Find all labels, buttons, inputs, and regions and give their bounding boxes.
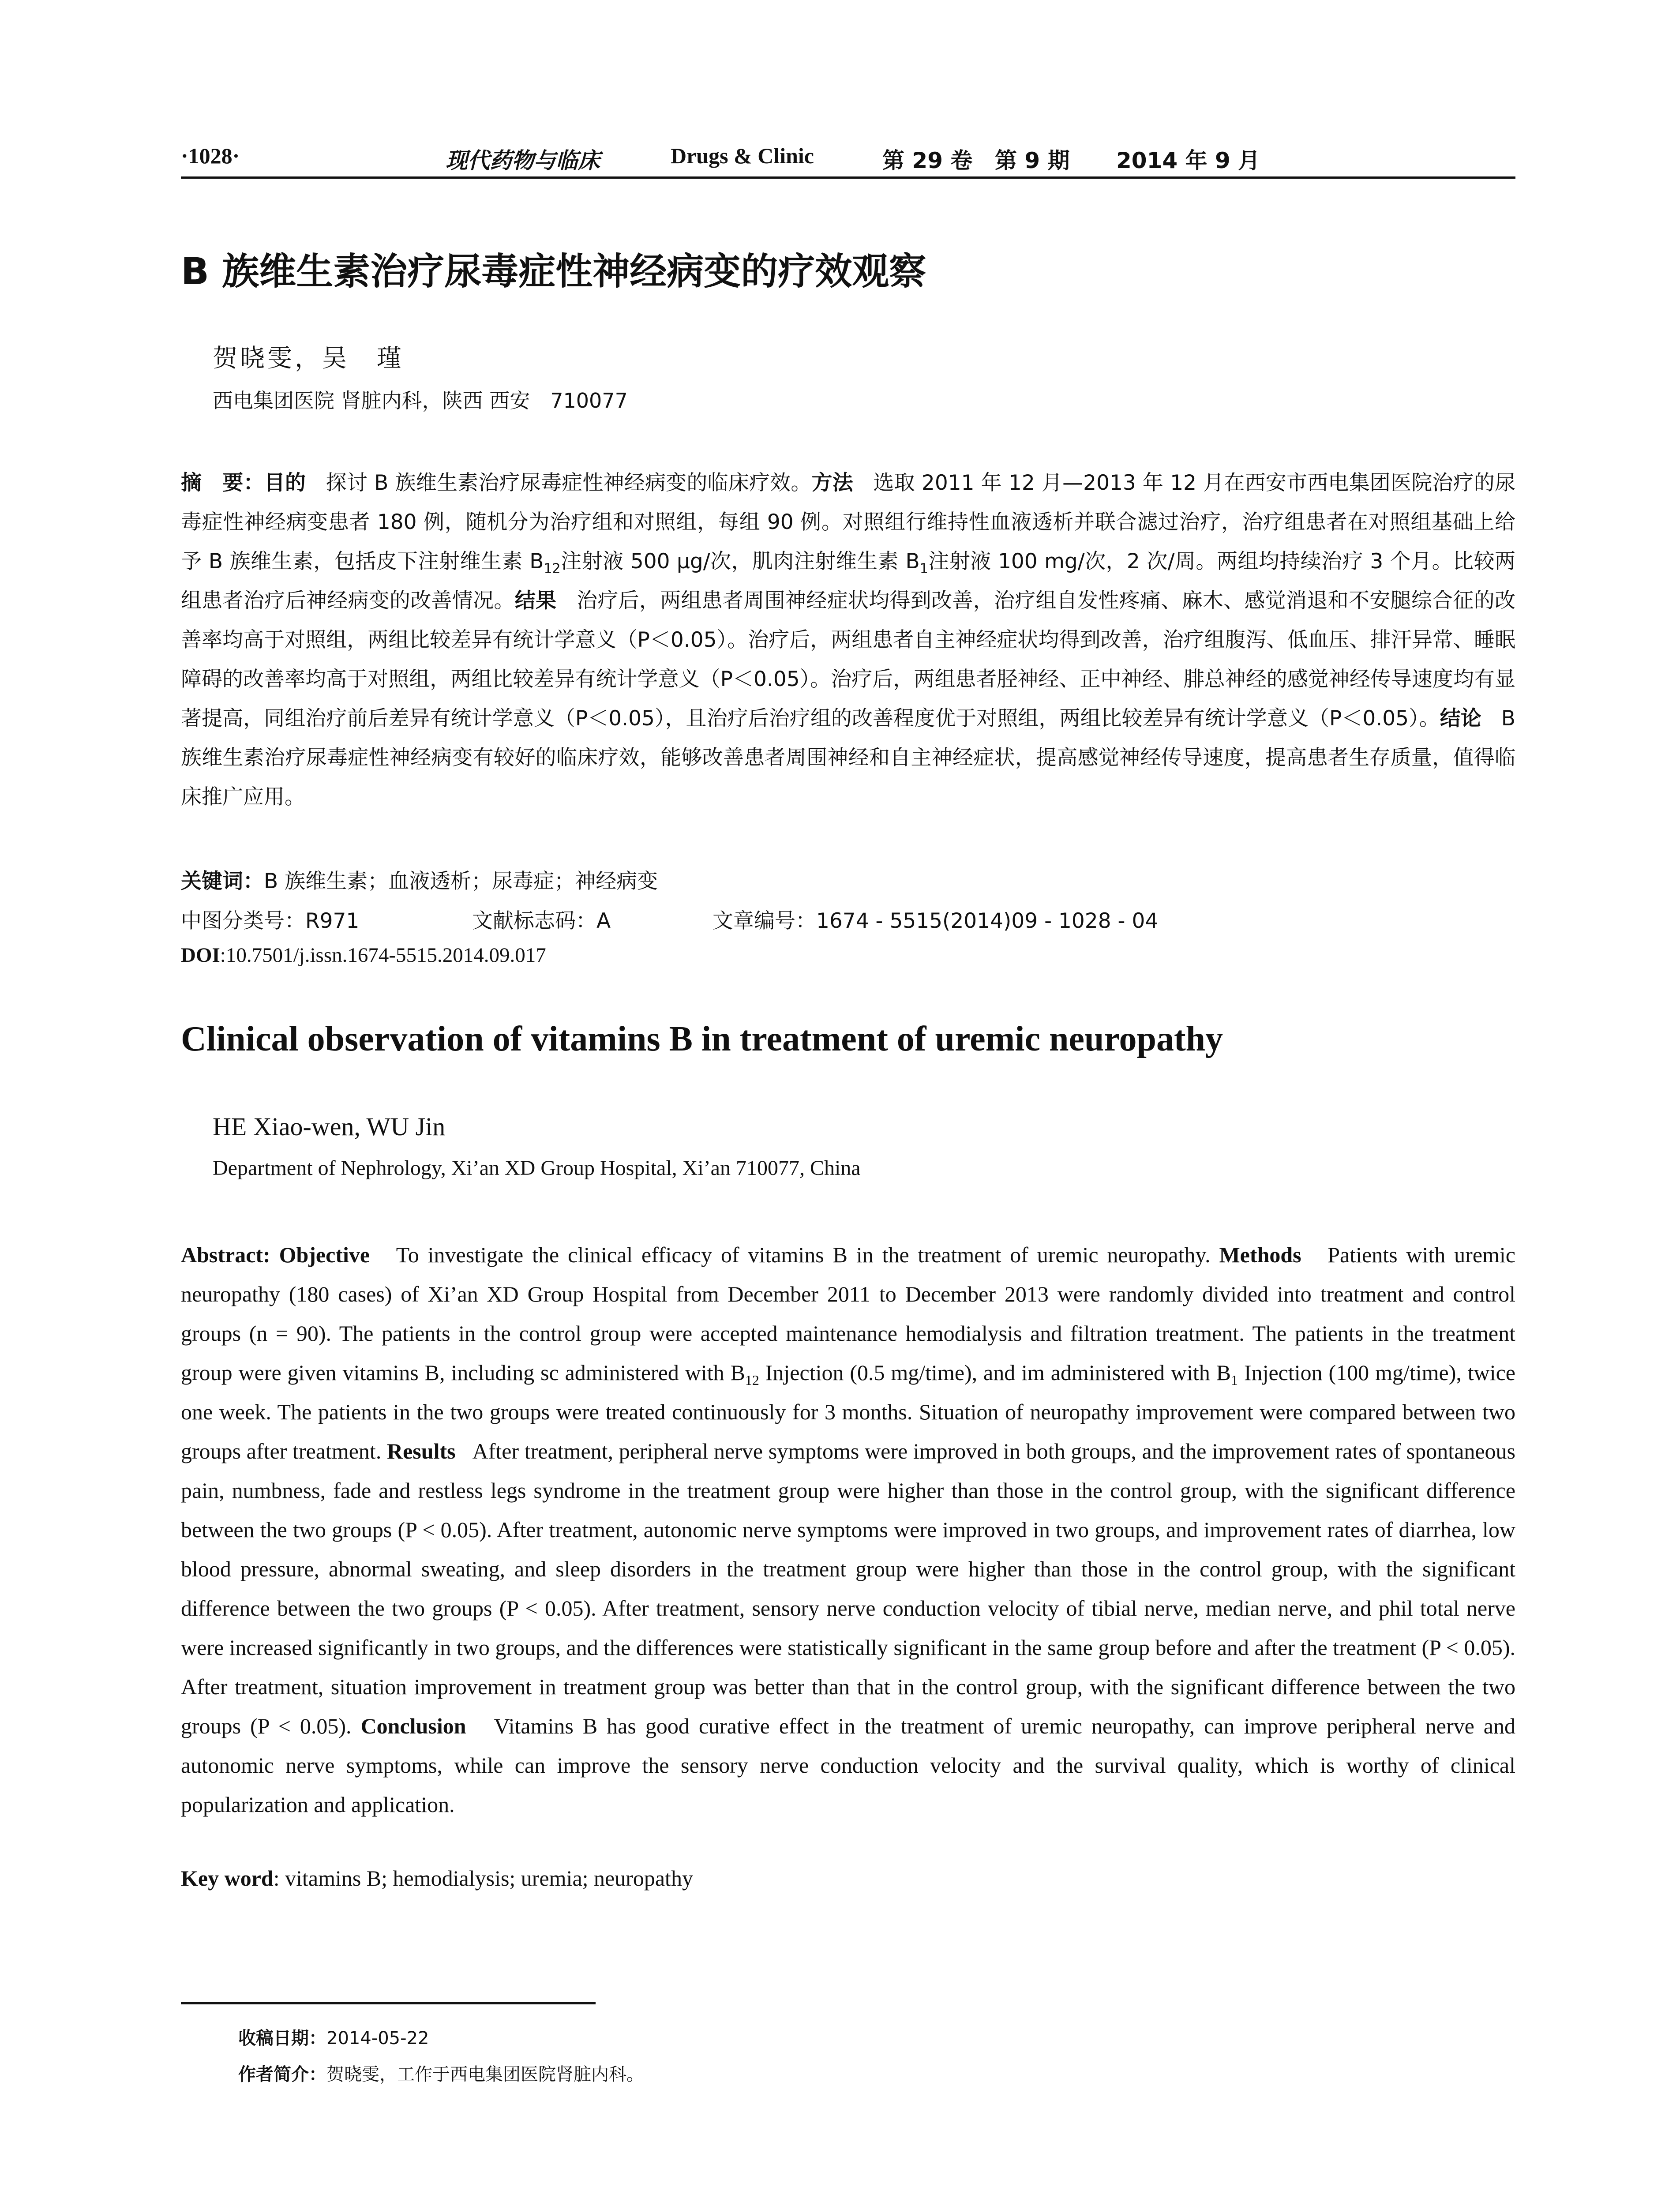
doi-link[interactable]: :10.7501/j.issn.1674-5515.2014.09.017 [220,944,546,967]
subscript: 12 [544,561,561,577]
authors-en: HE Xiao-wen, WU Jin [213,1112,446,1141]
keywords-cn [181,865,658,894]
journal-name-en: Drugs & Clinic [671,143,814,168]
article-number-label: 文章编号： [712,909,816,933]
volume: 第 29 卷 [882,148,973,173]
methods-text-en: Injection (0.5 mg/time), and im administered with B [759,1360,1231,1385]
keywords-cn-value: B 族维生素；血液透析；尿毒症；神经病变 [264,869,658,893]
methods-text-cn: 注射液 500 μg/次，肌肉注射维生素 B [560,549,920,574]
author-bio-label: 作者简介： [238,2064,326,2085]
conclusion-label-en: Conclusion [360,1714,466,1738]
objective-text-en: To investigate the clinical efficacy of vitamins B in the treatment of uremic neuropathy. [396,1242,1211,1267]
affiliation-en: Department of Nephrology, Xi’an XD Group Hospital, Xi’an 710077, China [213,1156,861,1180]
methods-label-en: Methods [1219,1242,1301,1267]
received-label: 收稿日期： [238,2028,326,2048]
affiliation-cn: 西电集团医院 肾脏内科，陕西 西安 710077 [213,389,628,413]
objective-label-cn: 目的 [264,471,306,495]
clc-number [181,904,359,934]
received-date [238,2024,429,2049]
methods-text-cn: 注射液 100 mg/次，2 次/周。两组均持续治疗 3 个月。比较两组患者治疗后神经病变的改善情况。 [181,549,1515,613]
methods-text-en: Patients with uremic neuropathy (180 cases) of Xi’an XD Group Hospital from December 2011 to December 2013 were randomly divided into treatment and control groups (n = 90). The patients in the control group were accepted maintenance hemodialysis and filtration treatment. The patients in the treatment group were given vitamins B, including sc administered with B [181,1242,1515,1385]
results-label-en: Results [387,1439,456,1463]
doi-label: DOI [181,944,220,967]
clc-label: 中图分类号： [181,909,305,933]
methods-text-cn: 选取 2011 年 12 月—2013 年 12 月在西安市西电集团医院治疗的尿毒症性神经病变患者 180 例，随机分为治疗组和对照组，每组 90 例。对照组行维持性血液透析并联合滤过治疗，治疗组患者在对照组基础上给予 B 族维生素，包括皮下注射维生素 B [181,471,1516,574]
objective-text-cn: 探讨 B 族维生素治疗尿毒症性神经病变的临床疗效。 [326,471,812,495]
running-header [181,140,1515,176]
subscript: 1 [919,561,928,577]
methods-text-en: Injection (100 mg/time), twice one week. The patients in the two groups were treated continuously for 3 months. Situation of neuropathy improvement were compared between two groups after treatment. [181,1360,1515,1463]
keywords-en [181,1865,693,1891]
abstract-cn-label: 摘 要： [181,471,264,495]
article-number-value: 1674 - 5515(2014)09 - 1028 - 04 [816,909,1159,933]
results-text-en: After treatment, peripheral nerve symptoms were improved in both groups, and the improvement rates of spontaneous pain, numbness, fade and restless legs syndrome in the treatment group were higher than those in the control group, with the significant difference between the two groups (P < 0.05). After treatment, autonomic nerve symptoms were improved in two groups, and improvement rates of diarrhea, low blood pressure, abnormal sweating, and sleep disorders in the treatment group were higher than those in the control group, with the significant difference between the two groups (P < 0.05). After treatment, sensory nerve conduction velocity of tibial nerve, median nerve, and phil total nerve were increased significantly in two groups, and the differences were statistically significant in the same group before and after the treatment (P < 0.05). After treatment, situation improvement in treatment group was better than that in the control group, with the significant difference between the two groups (P < 0.05). [181,1439,1516,1738]
abstract-en [181,1235,1515,1824]
document-code [472,904,611,934]
doc-code-value: A [596,909,611,933]
author-bio-value: 贺晓雯，工作于西电集团医院肾脏内科。 [326,2064,644,2085]
keywords-en-label: Key word [181,1866,274,1891]
subscript: 12 [745,1372,759,1388]
title-en: Clinical observation of vitamins B in treatment of uremic neuropathy [181,1020,1223,1058]
authors-cn: 贺晓雯，吴 瑾 [213,344,404,373]
journal-name-cn: 现代药物与临床 [446,148,600,173]
title-cn: B 族维生素治疗尿毒症性神经病变的疗效观察 [181,250,926,293]
article-number [712,904,1158,934]
results-label-cn: 结果 [514,589,557,613]
header-rule [181,176,1515,179]
keywords-cn-label: 关键词： [181,869,264,893]
doi [181,943,546,967]
conclusion-text-cn: B 族维生素治疗尿毒症性神经病变有较好的临床疗效，能够改善患者周围神经和自主神经症状，提高感觉神经传导速度，提高患者生存质量，值得临床推广应用。 [181,706,1516,809]
author-bio [238,2060,644,2086]
issue: 第 9 期 [995,148,1070,173]
abstract-cn [181,463,1515,817]
conclusion-text-en: Vitamins B has good curative effect in the treatment of uremic neuropathy, can improve peripheral nerve and autonomic nerve symptoms, while can improve the sensory nerve conduction velocity and the survival quality, which is worthy of clinical popularization and application. [181,1714,1516,1817]
methods-label-cn: 方法 [811,471,853,495]
clc-value: R971 [305,909,360,933]
objective-label-en: Abstract: Objective [181,1242,370,1267]
received-value: 2014-05-22 [326,2028,429,2048]
results-text-cn: 治疗后，两组患者周围神经症状均得到改善，治疗组自发性疼痛、麻木、感觉消退和不安腿综合征的改善率均高于对照组，两组比较差异有统计学意义（P＜0.05）。治疗后，两组患者自主神经症状均得到改善，治疗组腹泻、低血压、排汗异常、睡眠障碍的改善率均高于对照组，两组比较差异有统计学意义（P＜0.05）。治疗后，两组患者胫神经、正中神经、腓总神经的感觉神经传导速度均有显著提高，同组治疗前后差异有统计学意义（P＜0.05），且治疗后治疗组的改善程度优于对照组，两组比较差异有统计学意义（P＜0.05）。 [181,589,1516,731]
doc-code-label: 文献标志码： [472,909,596,933]
conclusion-label-cn: 结论 [1440,706,1481,731]
keywords-en-value: : vitamins B; hemodialysis; uremia; neuropathy [273,1866,693,1891]
issue-date: 2014 年 9 月 [1116,148,1260,173]
footnote-rule [181,2002,596,2004]
subscript: 1 [1231,1372,1238,1388]
page-number: ·1028· [181,143,240,168]
